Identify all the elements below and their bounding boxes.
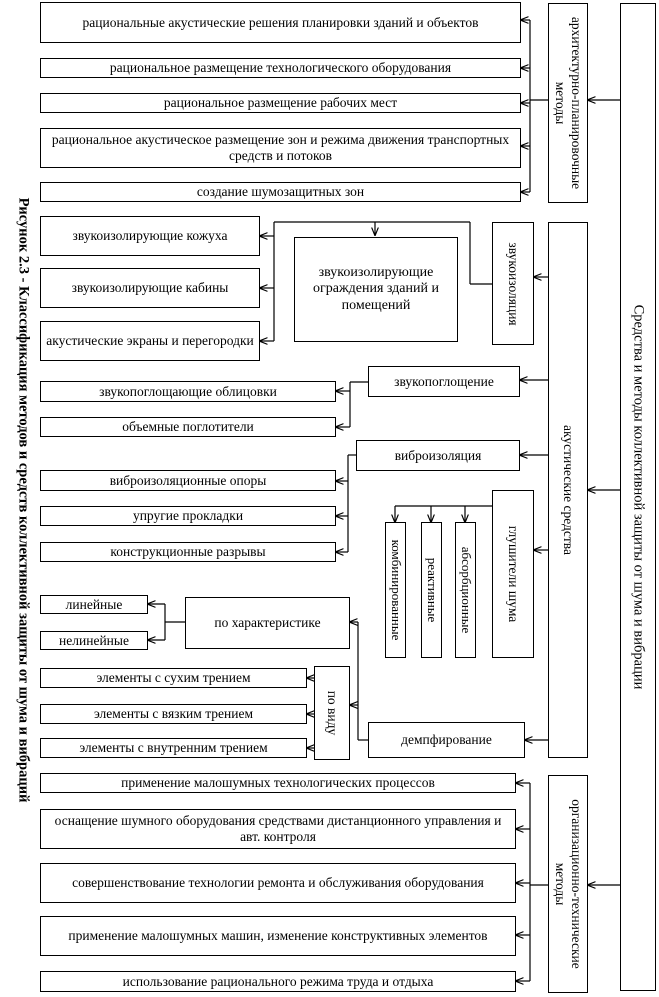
muffler-type: [421, 522, 442, 658]
damping-type-item: элементы с вязким трением: [40, 704, 307, 724]
org-item: использование рационального режима труда и отдыха: [40, 971, 516, 992]
muffler-type-label: реактивные: [424, 557, 440, 623]
org-item: совершенствование технологии ремонта и обслуживания оборудования: [40, 863, 516, 903]
group-architectural-label: архитектурно-планировочные методы: [553, 16, 585, 190]
characteristic-item: линейные: [40, 595, 148, 614]
arch-item: рациональное акустическое размещение зон и режима движения транспортных средств и потоков: [40, 128, 521, 168]
mufflers-box: [492, 490, 534, 658]
figure-caption-text: Рисунок 2.3 - Классификация методов и средств коллективной защиты от шума и вибраций: [15, 197, 32, 803]
sound-insulation-item: звукоизолирующие кабины: [40, 268, 260, 308]
root-box: [620, 3, 656, 991]
org-item: применение малошумных технологических процессов: [40, 773, 516, 793]
sound-insulation-label: звукоизоляция: [506, 241, 522, 326]
sound-absorption-item: звукопоглощающие облицовки: [40, 381, 336, 402]
by-type-label: по виду: [325, 690, 341, 736]
arch-item: рациональные акустические решения планировки зданий и объектов: [40, 2, 521, 43]
group-acoustic-label: акустические средства: [561, 425, 577, 555]
by-characteristic-box: по характеристике: [185, 597, 350, 649]
figure-caption: [10, 150, 36, 850]
sound-absorption-item: объемные поглотители: [40, 417, 336, 437]
sound-insulation-item: акустические экраны и перегородки: [40, 321, 260, 361]
group-architectural: [548, 3, 588, 203]
arch-item: рациональное размещение технологического оборудования: [40, 58, 521, 78]
arch-item: рациональное размещение рабочих мест: [40, 93, 521, 113]
by-type-box: [314, 666, 350, 760]
group-organizational-label: организационно-технические методы: [553, 799, 585, 969]
arch-item: создание шумозащитных зон: [40, 182, 521, 202]
org-item: оснащение шумного оборудования средствами дистанционного управления и авт. контроля: [40, 809, 516, 849]
org-item: применение малошумных машин, изменение конструктивных элементов: [40, 916, 516, 956]
vibration-isolation-item: виброизоляционные опоры: [40, 470, 336, 491]
sound-insulating-walls: звукоизолирующие ограждения зданий и помещений: [294, 237, 458, 342]
muffler-type-label: комбинированные: [388, 539, 404, 641]
vibration-isolation-item: конструкционные разрывы: [40, 542, 336, 562]
vibration-isolation-box: виброизоляция: [356, 440, 520, 471]
muffler-type: [385, 522, 406, 658]
sound-insulation-box: [492, 222, 534, 345]
muffler-type-label: абсорбционные: [458, 546, 474, 634]
group-organizational: [548, 775, 588, 993]
sound-insulation-item: звукоизолирующие кожуха: [40, 216, 260, 256]
damping-type-item: элементы с сухим трением: [40, 668, 307, 688]
mufflers-label: глушители шума: [506, 525, 522, 623]
vibration-isolation-item: упругие прокладки: [40, 506, 336, 526]
muffler-type: [455, 522, 476, 658]
sound-absorption-box: звукопоглощение: [368, 366, 520, 397]
group-acoustic: [548, 222, 588, 758]
damping-type-item: элементы с внутренним трением: [40, 738, 307, 758]
root-label: Средства и методы коллективной защиты от шума и вибрации: [630, 304, 647, 690]
characteristic-item: нелинейные: [40, 631, 148, 650]
damping-box: демпфирование: [368, 722, 525, 758]
